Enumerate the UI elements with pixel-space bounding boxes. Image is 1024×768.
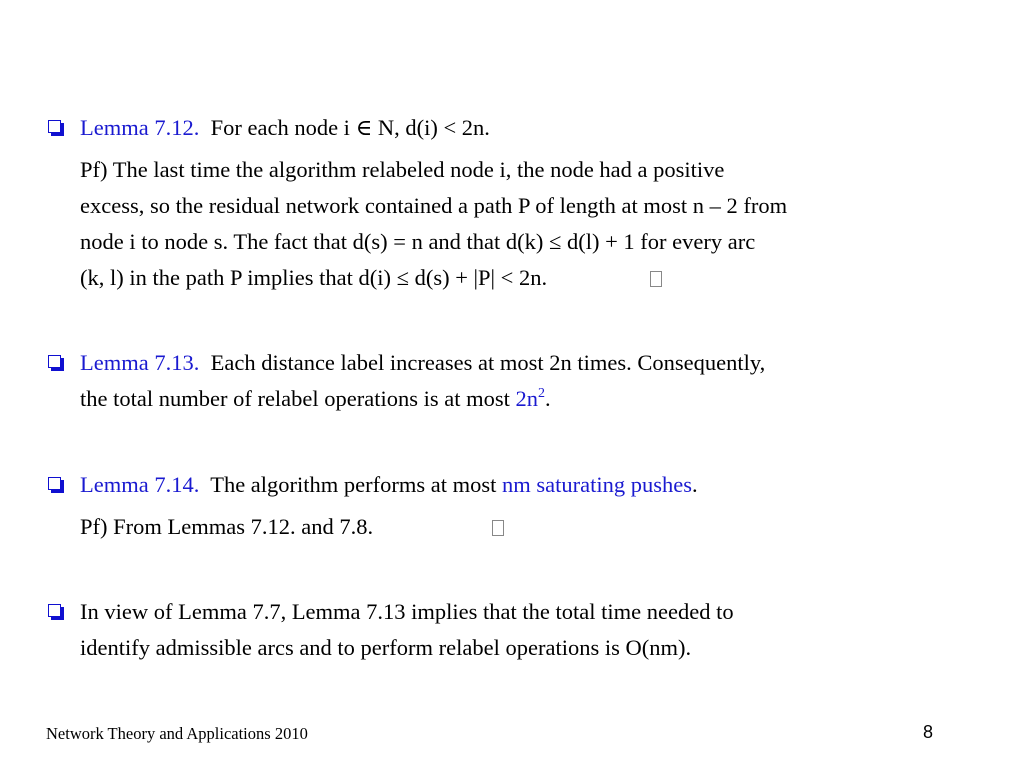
bullet-icon — [48, 355, 61, 368]
lemma-7-12-proof — [80, 152, 988, 296]
proof-line: Pf) The last time the algorithm relabeled node i, the node had a positive — [80, 157, 725, 182]
proof-line: Pf) From Lemmas 7.12. and 7.8. — [80, 514, 374, 539]
relabel-bound — [516, 386, 546, 411]
lemma-7-12-statement: For each node i ∈ N, d(i) < 2n. — [210, 115, 490, 140]
lemma-7-13-line-2 — [80, 381, 988, 417]
lemma-7-13-statement: Each distance label increases at most 2n times. Consequently, — [210, 350, 766, 375]
lemma-7-13-line-2-text: the total number of relabel operations is at most — [80, 386, 516, 411]
qed-icon — [492, 520, 504, 536]
period: . — [545, 386, 551, 411]
remark-item — [48, 594, 988, 666]
lemma-7-13-label: Lemma 7.13. — [80, 350, 200, 375]
bullet-icon — [48, 477, 61, 490]
lemma-7-14-proof — [80, 509, 988, 545]
lemma-7-13-statement-line — [80, 345, 988, 381]
saturating-pushes-highlight: nm saturating pushes — [502, 472, 692, 497]
period: . — [692, 472, 698, 497]
proof-line: (k, l) in the path P implies that d(i) ≤ d(s) + |P| < 2n. — [80, 265, 548, 290]
lemma-7-12-label: Lemma 7.12. — [80, 115, 200, 140]
remark-line: identify admissible arcs and to perform relabel operations is O(nm). — [80, 635, 692, 660]
lemma-7-14-label: Lemma 7.14. — [80, 472, 200, 497]
proof-line: node i to node s. The fact that d(s) = n and that d(k) ≤ d(l) + 1 for every arc — [80, 229, 756, 254]
bullet-icon — [48, 604, 61, 617]
lemma-7-12-item — [48, 110, 988, 296]
page-number: 8 — [923, 722, 934, 742]
qed-icon — [650, 271, 662, 287]
lemma-7-14-statement: The algorithm performs at most — [210, 472, 503, 497]
bullet-icon — [48, 120, 61, 133]
proof-line: excess, so the residual network contained a path P of length at most n – 2 from — [80, 193, 788, 218]
relabel-bound-exponent: 2 — [538, 385, 546, 401]
lemma-7-14-statement-line — [80, 467, 988, 503]
proof-line-last — [80, 260, 988, 296]
lemma-7-14-item — [48, 467, 988, 545]
lemma-7-13-item — [48, 345, 988, 417]
relabel-bound-base: 2n — [515, 386, 539, 411]
footer-title: Network Theory and Applications 2010 — [46, 724, 308, 743]
lemma-7-12-statement-line — [80, 110, 988, 146]
remark-line: In view of Lemma 7.7, Lemma 7.13 implies that the total time needed to — [80, 599, 734, 624]
